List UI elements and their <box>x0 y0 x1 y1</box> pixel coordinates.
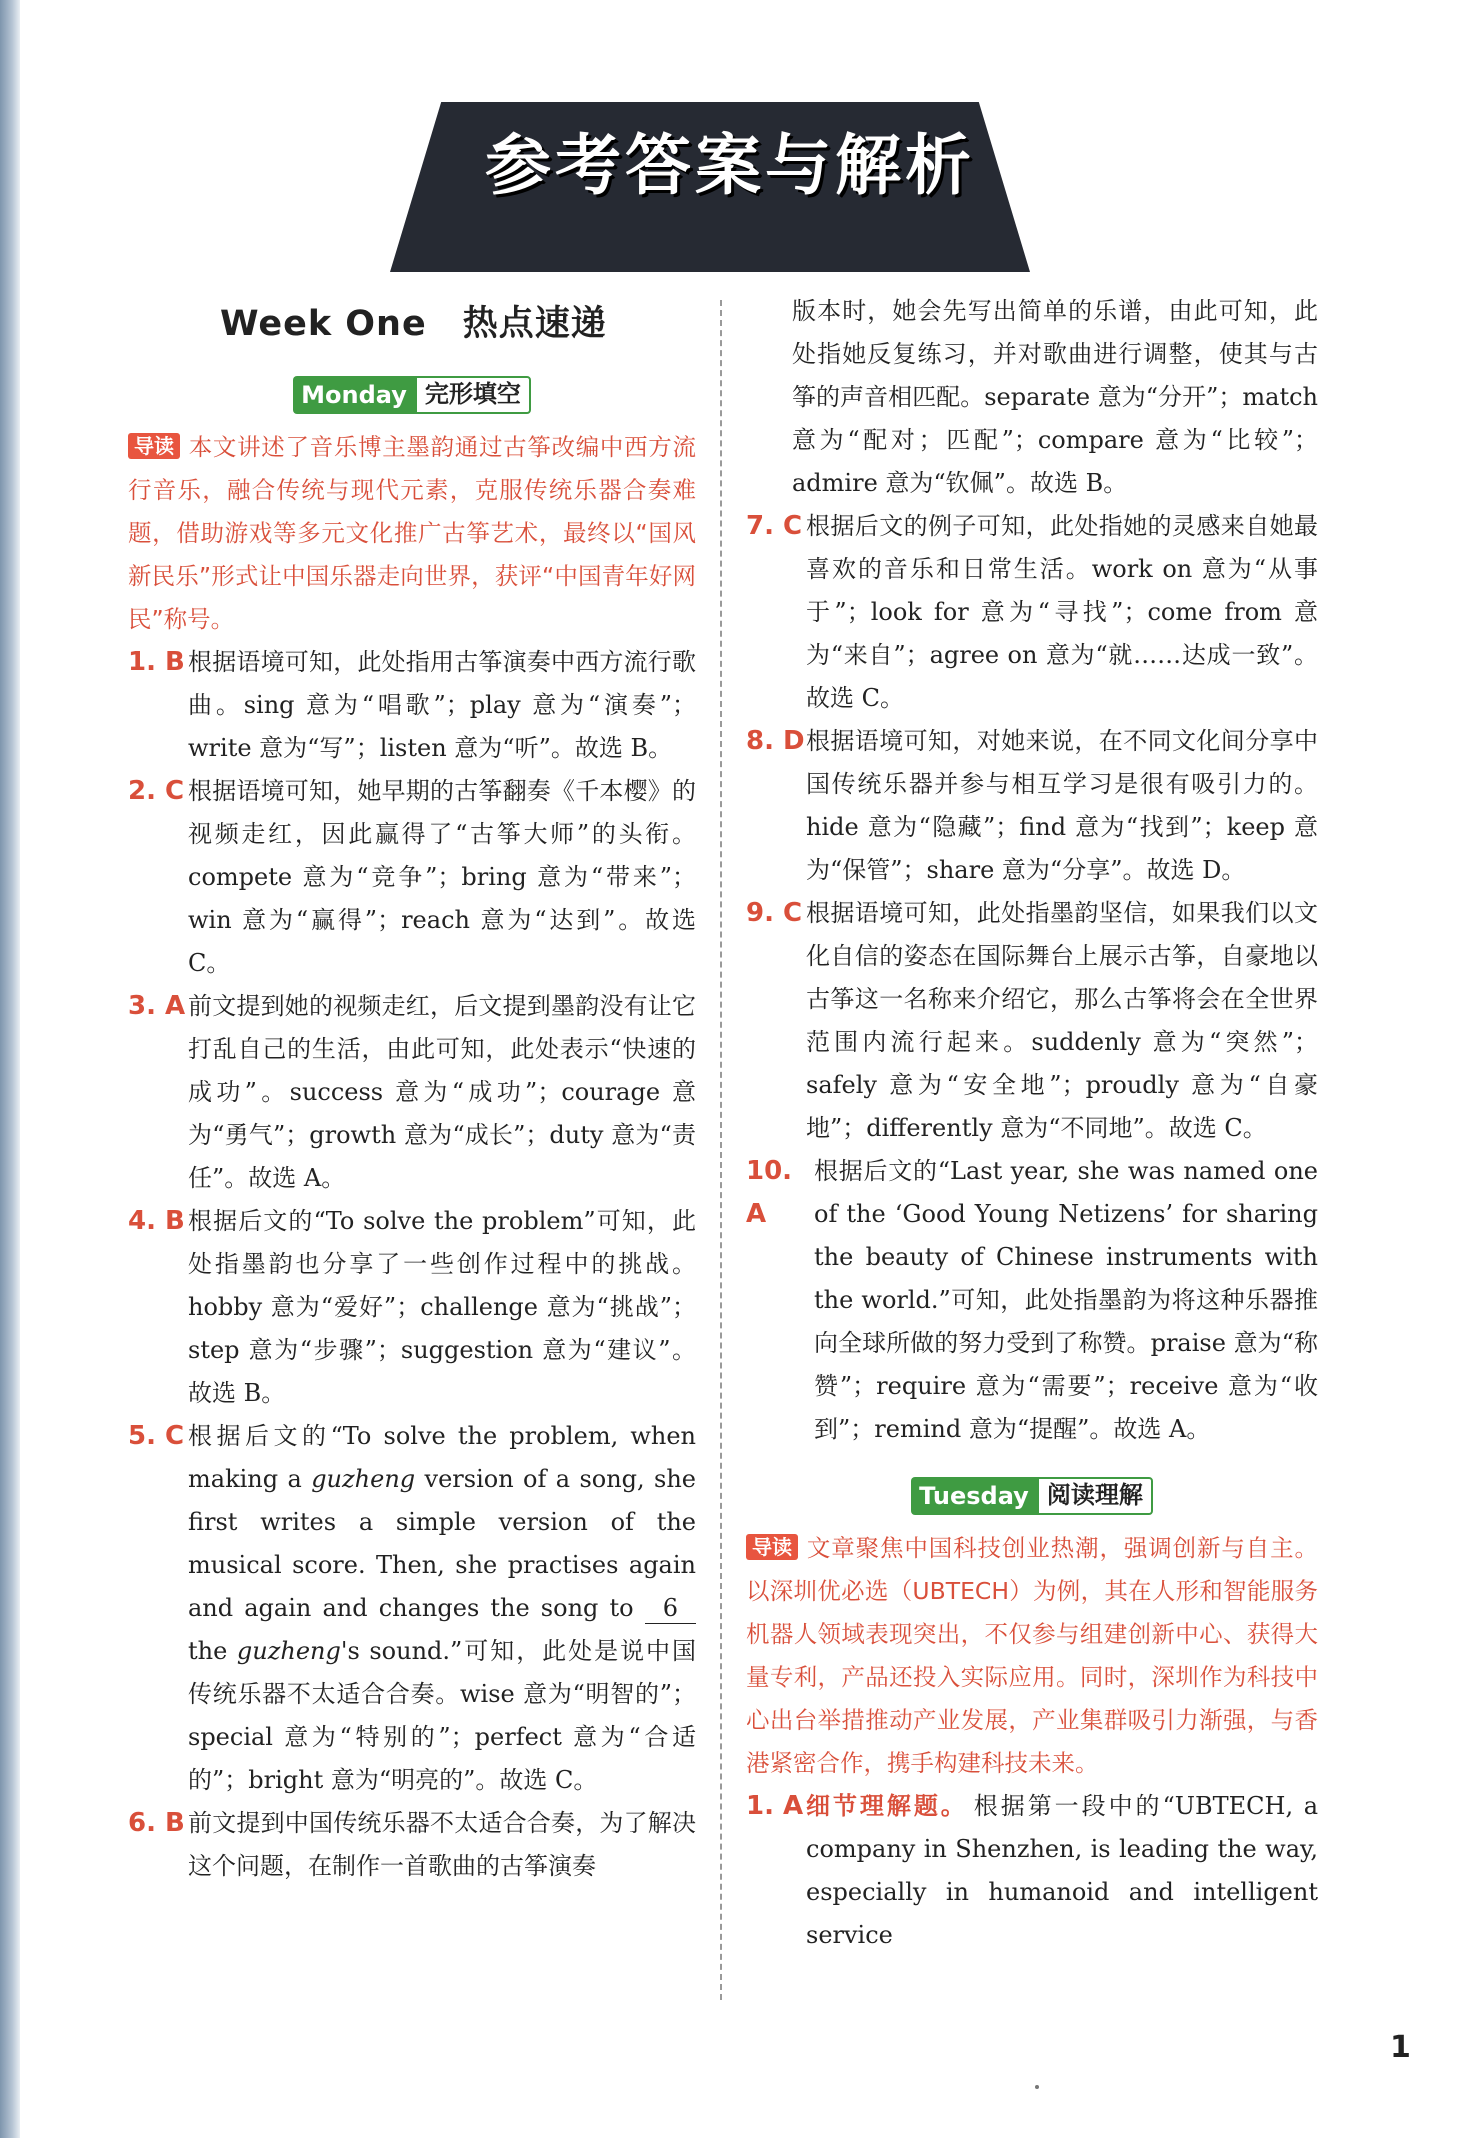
monday-tag <box>128 376 696 414</box>
answer-item <box>128 641 696 770</box>
answer-item <box>128 1415 696 1802</box>
monday-intro <box>128 426 696 641</box>
week-title: Week One 热点速递 <box>220 304 607 344</box>
answer-number: 5. C <box>128 1421 185 1451</box>
answer-text-part: 根据第一段中的“UBTECH, a company in Shenzhen, is leading the way, especially in humanoid and intelligent service <box>806 1792 1318 1949</box>
answer-text: 根据语境可知，此处指墨韵坚信，如果我们以文化自信的姿态在国际舞台上展示古筝，自豪地以古筝这一名称来介绍它，那么古筝将会在全世界范围内流行起来。suddenly 意为“突然”；safely 意为“安全地”；proudly 意为“自豪地”；differently 意为“不同地”。故选 C。 <box>806 899 1318 1142</box>
answer-item <box>746 1150 1318 1451</box>
answer-text: 前文提到她的视频走红，后文提到墨韵没有让它打乱自己的生活，由此可知，此处表示“快速的成功”。success 意为“成功”；courage 意为“勇气”；growth 意为“成长”；duty 意为“责任”。故选 A。 <box>188 992 696 1192</box>
answer-item <box>128 770 696 985</box>
answer-text-part: 's sound.”可知，此处是说中国传统乐器不太适合合奏。wise 意为“明智的”；special 意为“特别的”；perfect 意为“合适的”；bright 意为“明亮的”。故选 C。 <box>188 1637 697 1794</box>
intro-text: 本文讲述了音乐博主墨韵通过古筝改编中西方流行音乐，融合传统与现代元素，克服传统乐器合奏难题，借助游戏等多元文化推广古筝艺术，最终以“国风新民乐”形式让中国乐器走向世界，获评“中国青年好网民”称号。 <box>128 433 696 633</box>
section-type: 完形填空 <box>415 376 531 414</box>
answer-number: 4. B <box>128 1206 185 1236</box>
answer-text: 根据语境可知，对她来说，在不同文化间分享中国传统乐器并参与相互学习是很有吸引力的。hide 意为“隐藏”；find 意为“找到”；keep 意为“保管”；share 意为“分享”。故选 D。 <box>806 727 1318 884</box>
answer-number: 2. C <box>128 776 185 806</box>
answer-item <box>746 720 1318 892</box>
continuation-text: 版本时，她会先写出简单的乐谱，由此可知，此处指她反复练习，并对歌曲进行调整，使其与古筝的声音相匹配。separate 意为“分开”；match 意为“配对；匹配”；compare 意为“比较”；admire 意为“钦佩”。故选 B。 <box>792 297 1318 497</box>
answer-number: 1. A <box>746 1791 804 1821</box>
answer-number: 8. D <box>746 726 805 756</box>
answer-text: 根据后文的“To solve the problem”可知，此处指墨韵也分享了一些创作过程中的挑战。hobby 意为“爱好”；challenge 意为“挑战”；step 意为“步骤”；suggestion 意为“建议”。故选 B。 <box>188 1207 696 1407</box>
italic-term: guzheng <box>236 1637 341 1665</box>
answer-item <box>746 505 1318 720</box>
print-mark <box>1035 2085 1039 2089</box>
answer-text-part: the <box>188 1637 237 1665</box>
answer-text-part: version of a song, she first writes a simple version of the musical score. Then, she practises again and again and changes the song to <box>188 1465 697 1622</box>
answer-number: 10. A <box>746 1156 793 1229</box>
answer-text-part: 根据后文的“To solve the problem, when making a <box>188 1422 696 1493</box>
day-label: Monday <box>293 376 415 414</box>
answer-item <box>128 1200 696 1415</box>
answer-number: 6. B <box>128 1808 185 1838</box>
tuesday-tag <box>746 1477 1318 1515</box>
column-divider <box>720 300 722 2000</box>
page-edge-band <box>0 0 20 2138</box>
tuesday-intro <box>746 1527 1318 1785</box>
blank-number: 6 <box>645 1593 696 1624</box>
guide-badge: 导读 <box>128 433 180 459</box>
answer-item <box>746 892 1318 1150</box>
answer-number: 9. C <box>746 898 803 928</box>
page-title: 参考答案与解析 <box>485 127 975 204</box>
answer-text <box>188 1415 696 1802</box>
section-type: 阅读理解 <box>1037 1477 1153 1515</box>
answer-text: 根据后文的例子可知，此处指她的灵感来自她最喜欢的音乐和日常生活。work on 意为“从事于”；look for 意为“寻找”；come from 意为“来自”；agree on 意为“就……达成一致”。故选 C。 <box>806 512 1318 712</box>
answer-item <box>746 1785 1318 1957</box>
answer-item <box>128 1802 696 1888</box>
page-number: 1 <box>1390 2030 1411 2065</box>
answer-text: 前文提到中国传统乐器不太适合合奏，为了解决这个问题，在制作一首歌曲的古筝演奏 <box>188 1809 696 1880</box>
answer-text: 根据语境可知，此处指用古筝演奏中西方流行歌曲。sing 意为“唱歌”；play 意为“演奏”；write 意为“写”；listen 意为“听”。故选 B。 <box>188 648 696 762</box>
answer-text: 根据语境可知，她早期的古筝翻奏《千本樱》的视频走红，因此赢得了“古筝大师”的头衔。compete 意为“竞争”；bring 意为“带来”；win 意为“赢得”；reach 意为“达到”。故选 C。 <box>188 777 696 977</box>
italic-term: guzheng <box>311 1465 416 1493</box>
answer-item <box>128 985 696 1200</box>
right-column <box>746 290 1318 1957</box>
question-type: 细节理解题。 <box>806 1792 968 1820</box>
answer-number: 1. B <box>128 647 185 677</box>
answer-text: 根据后文的“Last year, she was named one of the ‘Good Young Netizens’ for sharing the beauty of Chinese instruments with the world.”可知，此处指墨韵为将这种乐器推向全球所做的努力受到了称赞。praise 意为“称赞”；require 意为“需要”；receive 意为“收到”；remind 意为“提醒”。故选 A。 <box>814 1157 1318 1443</box>
answer-text <box>806 1785 1318 1957</box>
guide-badge: 导读 <box>746 1534 798 1560</box>
answer-number: 7. C <box>746 511 803 541</box>
answer-number: 3. A <box>128 991 186 1021</box>
day-label: Tuesday <box>911 1477 1037 1515</box>
intro-text: 文章聚焦中国科技创业热潮，强调创新与自主。以深圳优必选（UBTECH）为例，其在人形和智能服务机器人领域表现突出，不仅参与组建创新中心、获得大量专利，产品还投入实际应用。同时，深圳作为科技中心出台举措推动产业发展，产业集群吸引力渐强，与香港紧密合作，携手构建科技未来。 <box>746 1534 1318 1777</box>
left-column <box>128 290 696 1888</box>
